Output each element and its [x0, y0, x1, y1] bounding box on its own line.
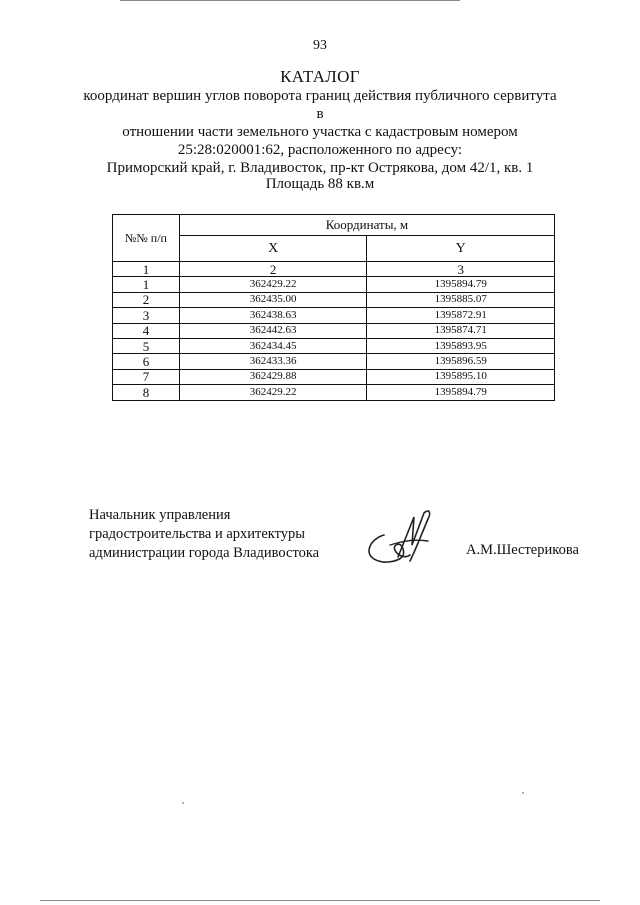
y-value: 1395894.79: [367, 277, 555, 292]
row-number: 7: [113, 369, 180, 384]
signer-position-line-2: градостроительства и архитектуры: [89, 526, 306, 542]
scan-speck: [182, 802, 184, 804]
signer-position-line-3: администрации города Владивостока: [89, 545, 320, 561]
table-row: [113, 292, 555, 307]
x-value: 362435.00: [179, 292, 367, 307]
row-number: 5: [113, 338, 180, 353]
signer-position-line-1: Начальник управления: [89, 507, 231, 523]
x-value: 362429.22: [179, 277, 367, 292]
x-value: 362429.88: [179, 369, 367, 384]
row-number: 2: [113, 292, 180, 307]
table-row: [113, 277, 555, 292]
catalog-title-block: [80, 66, 560, 177]
row-number: 8: [113, 385, 180, 400]
y-value: 1395872.91: [367, 308, 555, 323]
x-column-header: X: [179, 236, 367, 262]
scan-speck: [522, 792, 524, 794]
table-row: [113, 369, 555, 384]
row-number: 1: [113, 277, 180, 292]
table-row: [113, 338, 555, 353]
y-column-header: Y: [367, 236, 555, 262]
coordinates-table: [112, 214, 555, 401]
signer-name: А.М.Шестерикова: [466, 542, 579, 558]
top-scan-edge: [120, 0, 460, 1]
catalog-title: КАТАЛОГ: [280, 67, 360, 86]
x-value: 362438.63: [179, 308, 367, 323]
number-column-header: №№ п/п: [113, 215, 180, 262]
x-value: 362434.45: [179, 338, 367, 353]
y-value: 1395885.07: [367, 292, 555, 307]
x-value: 362442.63: [179, 323, 367, 338]
row-number: 6: [113, 354, 180, 369]
table-row: [113, 354, 555, 369]
area-label: Площадь 88 кв.м: [265, 176, 375, 192]
coordinates-header: Координаты, м: [179, 215, 554, 236]
page-number: 93: [313, 38, 327, 53]
column-number: 2: [179, 262, 367, 277]
bottom-scan-edge: [40, 900, 600, 901]
signer-position: [89, 506, 319, 563]
y-value: 1395896.59: [367, 354, 555, 369]
y-value: 1395894.79: [367, 385, 555, 400]
title-line-3: 25:28:020001:62, расположенного по адресу:: [177, 142, 463, 158]
title-line-4: Приморский край, г. Владивосток, пр-кт Острякова, дом 42/1, кв. 1: [106, 160, 534, 176]
handwritten-signature: [362, 505, 442, 575]
table-row: [113, 323, 555, 338]
y-value: 1395895.10: [367, 369, 555, 384]
y-value: 1395874.71: [367, 323, 555, 338]
row-number: 4: [113, 323, 180, 338]
x-value: 362433.36: [179, 354, 367, 369]
column-number: 3: [367, 262, 555, 277]
table-row: [113, 308, 555, 323]
column-number-row: [113, 262, 555, 277]
row-number: 3: [113, 308, 180, 323]
x-value: 362429.22: [179, 385, 367, 400]
table-row: [113, 385, 555, 400]
title-line-1: координат вершин углов поворота границ действия публичного сервитута в: [83, 88, 557, 122]
y-value: 1395893.95: [367, 338, 555, 353]
title-line-2: отношении части земельного участка с кадастровым номером: [122, 124, 518, 140]
column-number: 1: [113, 262, 180, 277]
